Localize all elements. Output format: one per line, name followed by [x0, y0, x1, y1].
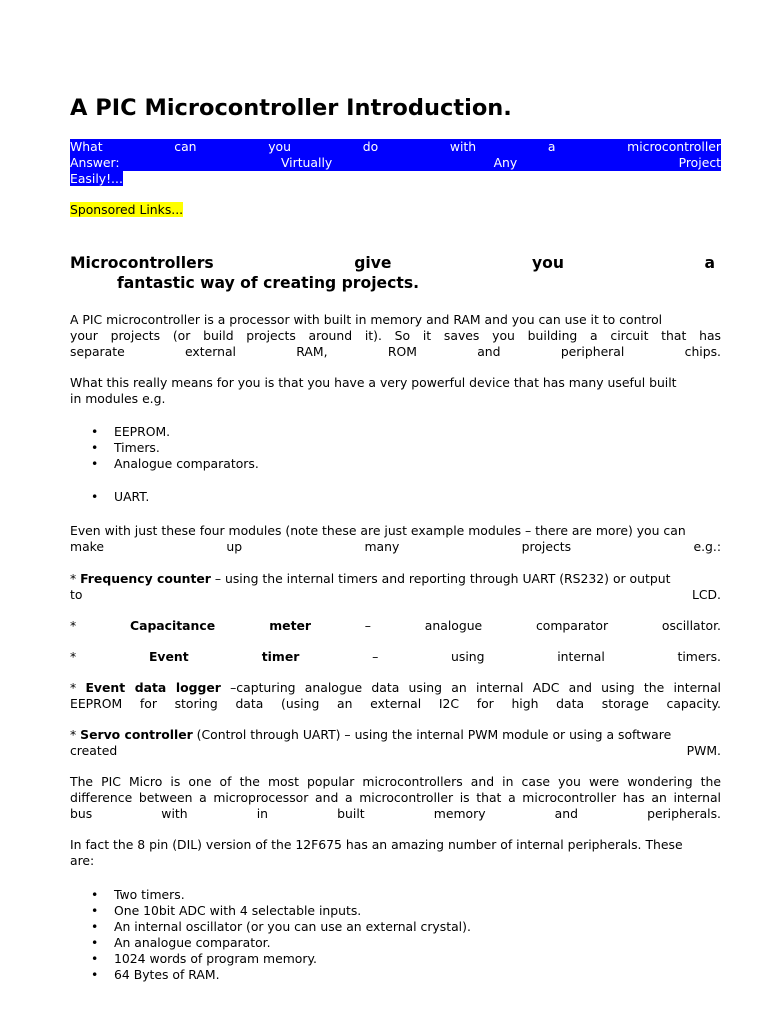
heading-line-1: Microcontrollers give you a [70, 254, 715, 272]
list-item: • 64 Bytes of RAM. [91, 967, 220, 982]
project-label: Capacitance meter [129, 618, 312, 633]
project-event-data-logger: * Event data logger –capturing analogue data using an internal ADC and using the internal EEPROM for storing data (using an external I2C for high data storage capacity. [70, 680, 721, 711]
para2-line-2: in modules e.g. [70, 390, 166, 406]
para5-line-1: In fact the 8 pin (DIL) version of the 12F675 has an amazing number of internal peripherals. These [70, 837, 683, 852]
sponsored-links [70, 202, 183, 218]
page-title: A PIC Microcontroller Introduction. [70, 95, 512, 121]
project-label: Event data logger [85, 680, 221, 695]
list-item: • One 10bit ADC with 4 selectable inputs. [91, 903, 362, 918]
project-servo-controller: * Servo controller (Control through UART) – using the internal PWM module or using a software created PWM. [70, 727, 721, 758]
paragraph-modules [70, 375, 721, 407]
project-event-timer: * Event timer – using internal timers. [70, 649, 721, 664]
modules-list-extra [70, 489, 721, 505]
list-item: • 1024 words of program memory. [91, 951, 317, 966]
list-item: • EEPROM. [91, 424, 171, 439]
para4-line-1: The PIC Micro is one of the most popular microcontrollers and in case you were wondering the [70, 774, 721, 789]
para4-line-3: bus with in built memory and peripherals. [70, 805, 721, 821]
sponsored-links-label: Sponsored Links... [70, 202, 184, 217]
paragraph-12f675 [70, 837, 721, 869]
list-item: • UART. [91, 489, 150, 504]
para4-line-2: difference between a microprocessor and a microcontroller is that a microcontroller has an internal [70, 789, 721, 805]
project-label: Frequency counter [80, 571, 211, 586]
para5-line-2: are: [70, 852, 95, 868]
list-item: • Two timers. [91, 887, 185, 902]
modules-list [70, 424, 721, 472]
peripherals-list [70, 887, 721, 983]
paragraph-pic-micro [70, 774, 721, 821]
paragraph-intro [70, 312, 721, 359]
list-item: • Analogue comparators. [91, 456, 259, 471]
para3-line-1: Even with just these four modules (note these are just example modules – there are more) you can [70, 523, 686, 538]
list-item: • An analogue comparator. [91, 935, 271, 950]
list-item: • Timers. [91, 440, 160, 455]
section-heading [70, 253, 715, 293]
intro-line-3: Easily!... [70, 171, 123, 186]
paragraph-projects-intro [70, 523, 721, 555]
project-capacitance-meter: * Capacitance meter – analogue comparator oscillator. [70, 618, 721, 633]
intro-highlight-box [70, 139, 721, 171]
project-label: Servo controller [80, 727, 193, 742]
para1-line-2: your projects (or build projects around it). So it saves you building a circuit that has [70, 327, 721, 343]
para2-line-1: What this really means for you is that you have a very powerful device that has many useful built [70, 375, 677, 390]
para1-line-1: A PIC microcontroller is a processor with built in memory and RAM and you can use it to control [70, 312, 663, 327]
para3-line-2: make up many projects e.g.: [70, 538, 721, 554]
para1-line-3: separate external RAM, ROM and peripheral chips. [70, 343, 721, 359]
intro-line-1: What can you do with a microcontroller [70, 139, 721, 154]
list-item: • An internal oscillator (or you can use an external crystal). [91, 919, 471, 934]
project-label: Event timer [148, 649, 300, 664]
project-frequency-counter: * Frequency counter – using the internal timers and reporting through UART (RS232) or output to LCD. [70, 571, 721, 602]
intro-line-2: Answer: Virtually Any Project [70, 154, 721, 170]
heading-line-2: fantastic way of creating projects. [117, 274, 420, 292]
